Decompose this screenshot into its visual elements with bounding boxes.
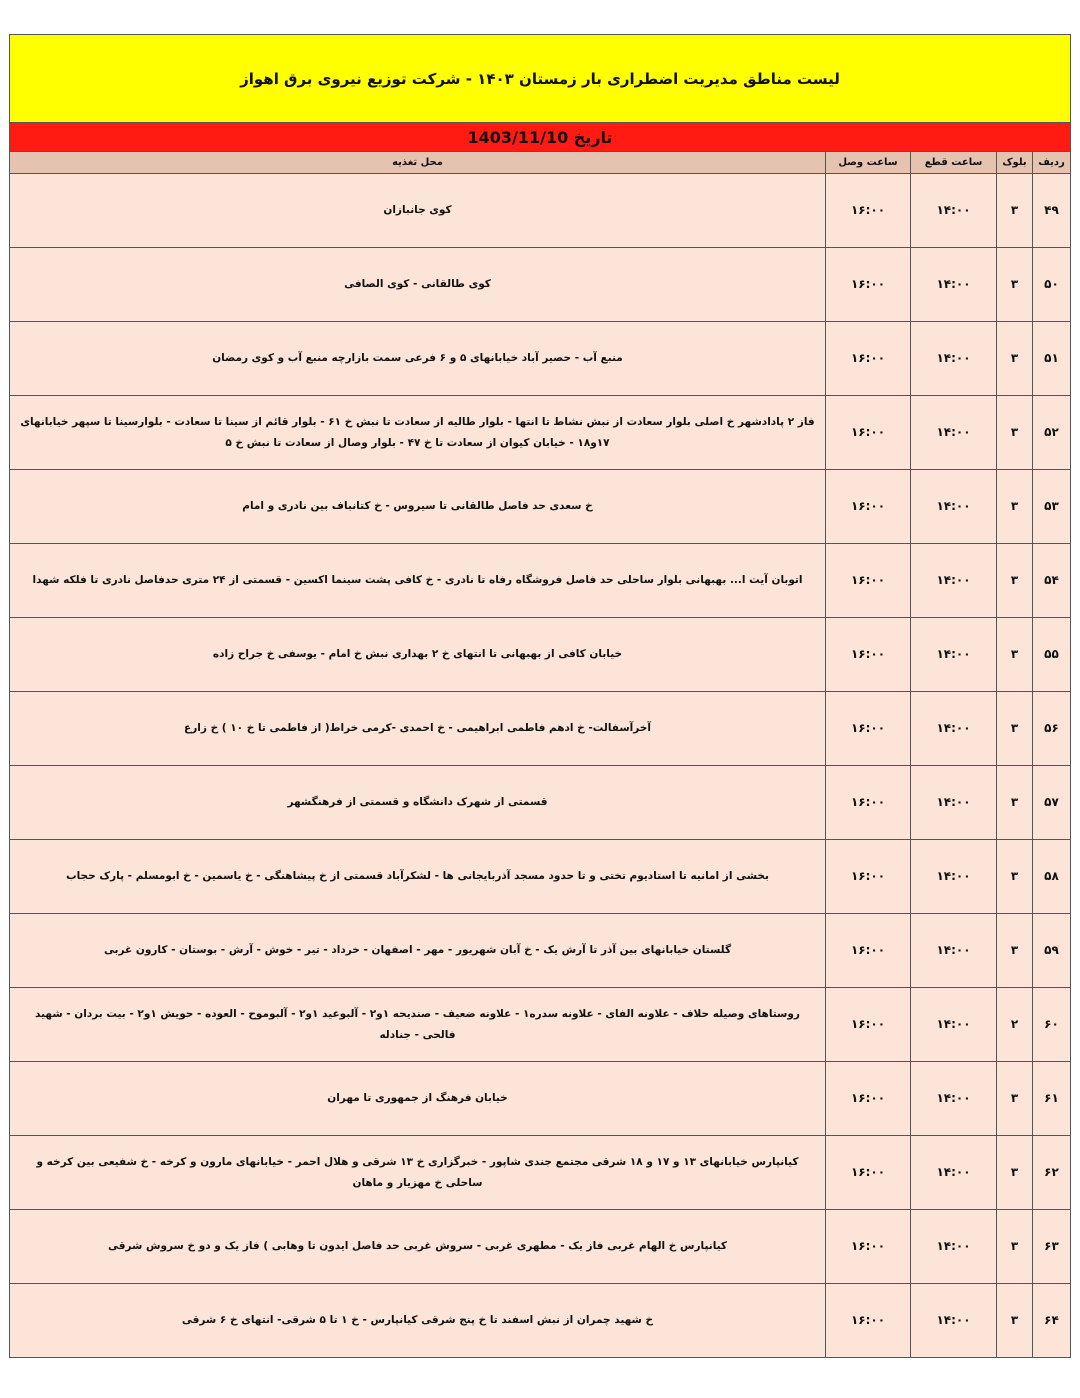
table-row — [10, 692, 1071, 766]
table-row — [10, 1210, 1071, 1284]
block-cell: ۳ — [997, 914, 1033, 988]
block-cell: ۳ — [997, 248, 1033, 322]
location-cell: خیابان فرهنگ از جمهوری تا مهران — [10, 1062, 826, 1136]
block-cell: ۲ — [997, 988, 1033, 1062]
block-cell: ۳ — [997, 544, 1033, 618]
block-cell: ۳ — [997, 174, 1033, 248]
table-header-row — [10, 152, 1071, 174]
row-number-cell: ۵۴ — [1033, 544, 1071, 618]
block-cell: ۳ — [997, 766, 1033, 840]
cut-time-cell: ۱۴:۰۰ — [911, 914, 997, 988]
col-header-cut-time: ساعت قطع — [911, 152, 997, 174]
row-number-cell: ۶۲ — [1033, 1136, 1071, 1210]
connect-time-cell: ۱۶:۰۰ — [826, 544, 911, 618]
table-row — [10, 322, 1071, 396]
block-cell: ۳ — [997, 692, 1033, 766]
table-row — [10, 1062, 1071, 1136]
table-row — [10, 248, 1071, 322]
block-cell: ۳ — [997, 1284, 1033, 1358]
col-header-row-number: ردیف — [1033, 152, 1071, 174]
table-body — [10, 174, 1071, 1358]
table-row — [10, 618, 1071, 692]
page-title: لیست مناطق مدیریت اضطراری بار زمستان ۱۴۰۳ - شرکت توزیع نیروی برق اهواز — [9, 34, 1071, 123]
connect-time-cell: ۱۶:۰۰ — [826, 322, 911, 396]
connect-time-cell: ۱۶:۰۰ — [826, 766, 911, 840]
connect-time-cell: ۱۶:۰۰ — [826, 692, 911, 766]
cut-time-cell: ۱۴:۰۰ — [911, 988, 997, 1062]
location-cell: خیابان کافی از بهبهانی تا انتهای خ ۲ بهداری نبش خ امام - یوسفی خ جراح زاده — [10, 618, 826, 692]
table-row — [10, 396, 1071, 470]
cut-time-cell: ۱۴:۰۰ — [911, 470, 997, 544]
table-row — [10, 544, 1071, 618]
location-cell: فاز ۲ پادادشهر خ اصلی بلوار سعادت از نبش نشاط تا انتها - بلوار طالیه از سعادت تا نبش خ ۶۱ - بلوار قائم از سینا تا سعادت - بلوارسینا تا سپهر خیابانهای ۱۷و۱۸ - خیابان کیوان از سعادت تا خ ۴۷ - بلوار وصال از سعادت تا نبش خ ۵ — [10, 396, 826, 470]
connect-time-cell: ۱۶:۰۰ — [826, 1062, 911, 1136]
cut-time-cell: ۱۴:۰۰ — [911, 174, 997, 248]
connect-time-cell: ۱۶:۰۰ — [826, 396, 911, 470]
cut-time-cell: ۱۴:۰۰ — [911, 1210, 997, 1284]
table-row — [10, 1136, 1071, 1210]
connect-time-cell: ۱۶:۰۰ — [826, 1284, 911, 1358]
location-cell: روستاهای وصیله حلاف - علاونه الفای - علاونه سدره۱ - علاونه ضعیف - صندیحه ۱و۲ - آلبوعید ۱و۲ - آلبوموح - العوده - حویش ۱و۲ - بیت بردان - شهید فالحی - جنادله — [10, 988, 826, 1062]
connect-time-cell: ۱۶:۰۰ — [826, 248, 911, 322]
table-row — [10, 174, 1071, 248]
connect-time-cell: ۱۶:۰۰ — [826, 1210, 911, 1284]
cut-time-cell: ۱۴:۰۰ — [911, 692, 997, 766]
row-number-cell: ۶۳ — [1033, 1210, 1071, 1284]
block-cell: ۳ — [997, 1136, 1033, 1210]
block-cell: ۳ — [997, 470, 1033, 544]
cut-time-cell: ۱۴:۰۰ — [911, 396, 997, 470]
row-number-cell: ۵۸ — [1033, 840, 1071, 914]
table-row — [10, 840, 1071, 914]
cut-time-cell: ۱۴:۰۰ — [911, 766, 997, 840]
connect-time-cell: ۱۶:۰۰ — [826, 840, 911, 914]
location-cell: آخرآسفالت- خ ادهم فاطمی ابراهیمی - خ احمدی -کرمی خراط( از فاطمی تا خ ۱۰ ) خ زارع — [10, 692, 826, 766]
location-cell: قسمتی از شهرک دانشگاه و قسمتی از فرهنگشهر — [10, 766, 826, 840]
outage-table — [9, 151, 1071, 1358]
row-number-cell: ۶۰ — [1033, 988, 1071, 1062]
schedule-sheet — [9, 34, 1071, 1358]
cut-time-cell: ۱۴:۰۰ — [911, 840, 997, 914]
location-cell: خ شهید چمران از نبش اسفند تا خ پنج شرقی کیانپارس - خ ۱ تا ۵ شرقی- انتهای خ ۶ شرقی — [10, 1284, 826, 1358]
location-cell: کوی جانبازان — [10, 174, 826, 248]
table-row — [10, 470, 1071, 544]
cut-time-cell: ۱۴:۰۰ — [911, 1062, 997, 1136]
cut-time-cell: ۱۴:۰۰ — [911, 248, 997, 322]
block-cell: ۳ — [997, 1210, 1033, 1284]
connect-time-cell: ۱۶:۰۰ — [826, 1136, 911, 1210]
cut-time-cell: ۱۴:۰۰ — [911, 618, 997, 692]
table-row — [10, 988, 1071, 1062]
row-number-cell: ۶۱ — [1033, 1062, 1071, 1136]
row-number-cell: ۵۷ — [1033, 766, 1071, 840]
table-row — [10, 766, 1071, 840]
block-cell: ۳ — [997, 840, 1033, 914]
connect-time-cell: ۱۶:۰۰ — [826, 988, 911, 1062]
row-number-cell: ۵۰ — [1033, 248, 1071, 322]
connect-time-cell: ۱۶:۰۰ — [826, 618, 911, 692]
table-row — [10, 914, 1071, 988]
block-cell: ۳ — [997, 618, 1033, 692]
row-number-cell: ۴۹ — [1033, 174, 1071, 248]
block-cell: ۳ — [997, 322, 1033, 396]
location-cell: کوی طالقانی - کوی الصافی — [10, 248, 826, 322]
location-cell: کیانپارس خیابانهای ۱۳ و ۱۷ و ۱۸ شرقی مجتمع جندی شاپور - خبرگزاری خ ۱۳ شرقی و هلال احمر - خیابانهای مارون و کرخه - خ شفیعی بین کرخه و ساحلی خ مهزیار و ماهان — [10, 1136, 826, 1210]
connect-time-cell: ۱۶:۰۰ — [826, 914, 911, 988]
cut-time-cell: ۱۴:۰۰ — [911, 1136, 997, 1210]
location-cell: منبع آب - حصیر آباد خیابانهای ۵ و ۶ فرعی سمت بازارچه منبع آب و کوی رمضان — [10, 322, 826, 396]
cut-time-cell: ۱۴:۰۰ — [911, 544, 997, 618]
row-number-cell: ۵۲ — [1033, 396, 1071, 470]
row-number-cell: ۵۵ — [1033, 618, 1071, 692]
block-cell: ۳ — [997, 396, 1033, 470]
date-banner: تاریخ 1403/11/10 — [9, 123, 1071, 151]
table-row — [10, 1284, 1071, 1358]
row-number-cell: ۵۶ — [1033, 692, 1071, 766]
location-cell: خ سعدی حد فاصل طالقانی تا سیروس - خ کتانباف بین نادری و امام — [10, 470, 826, 544]
block-cell: ۳ — [997, 1062, 1033, 1136]
connect-time-cell: ۱۶:۰۰ — [826, 470, 911, 544]
col-header-location: محل تغذیه — [10, 152, 826, 174]
connect-time-cell: ۱۶:۰۰ — [826, 174, 911, 248]
location-cell: گلستان خیابانهای بین آذر تا آرش یک - خ آبان شهریور - مهر - اصفهان - خرداد - تیر - خوش - آرش - بوستان - کارون غربی — [10, 914, 826, 988]
cut-time-cell: ۱۴:۰۰ — [911, 322, 997, 396]
row-number-cell: ۵۱ — [1033, 322, 1071, 396]
location-cell: کیانپارس خ الهام غربی فاز یک - مطهری غربی - سروش غربی حد فاصل ایدون تا وهابی ) فاز یک و دو خ سروش شرقی — [10, 1210, 826, 1284]
location-cell: اتوبان آیت ا... بهبهانی بلوار ساحلی حد فاصل فروشگاه رفاه تا نادری - خ کافی پشت سینما اکسین - قسمتی از ۲۴ متری حدفاصل نادری تا فلکه شهدا — [10, 544, 826, 618]
row-number-cell: ۵۳ — [1033, 470, 1071, 544]
location-cell: بخشی از امانیه تا استادیوم تختی و تا حدود مسجد آذربایجانی ها - لشکرآباد قسمتی از خ پیشاهنگی - خ یاسمین - خ ابومسلم - پارک حجاب — [10, 840, 826, 914]
col-header-block: بلوک — [997, 152, 1033, 174]
row-number-cell: ۶۴ — [1033, 1284, 1071, 1358]
col-header-connect-time: ساعت وصل — [826, 152, 911, 174]
cut-time-cell: ۱۴:۰۰ — [911, 1284, 997, 1358]
row-number-cell: ۵۹ — [1033, 914, 1071, 988]
